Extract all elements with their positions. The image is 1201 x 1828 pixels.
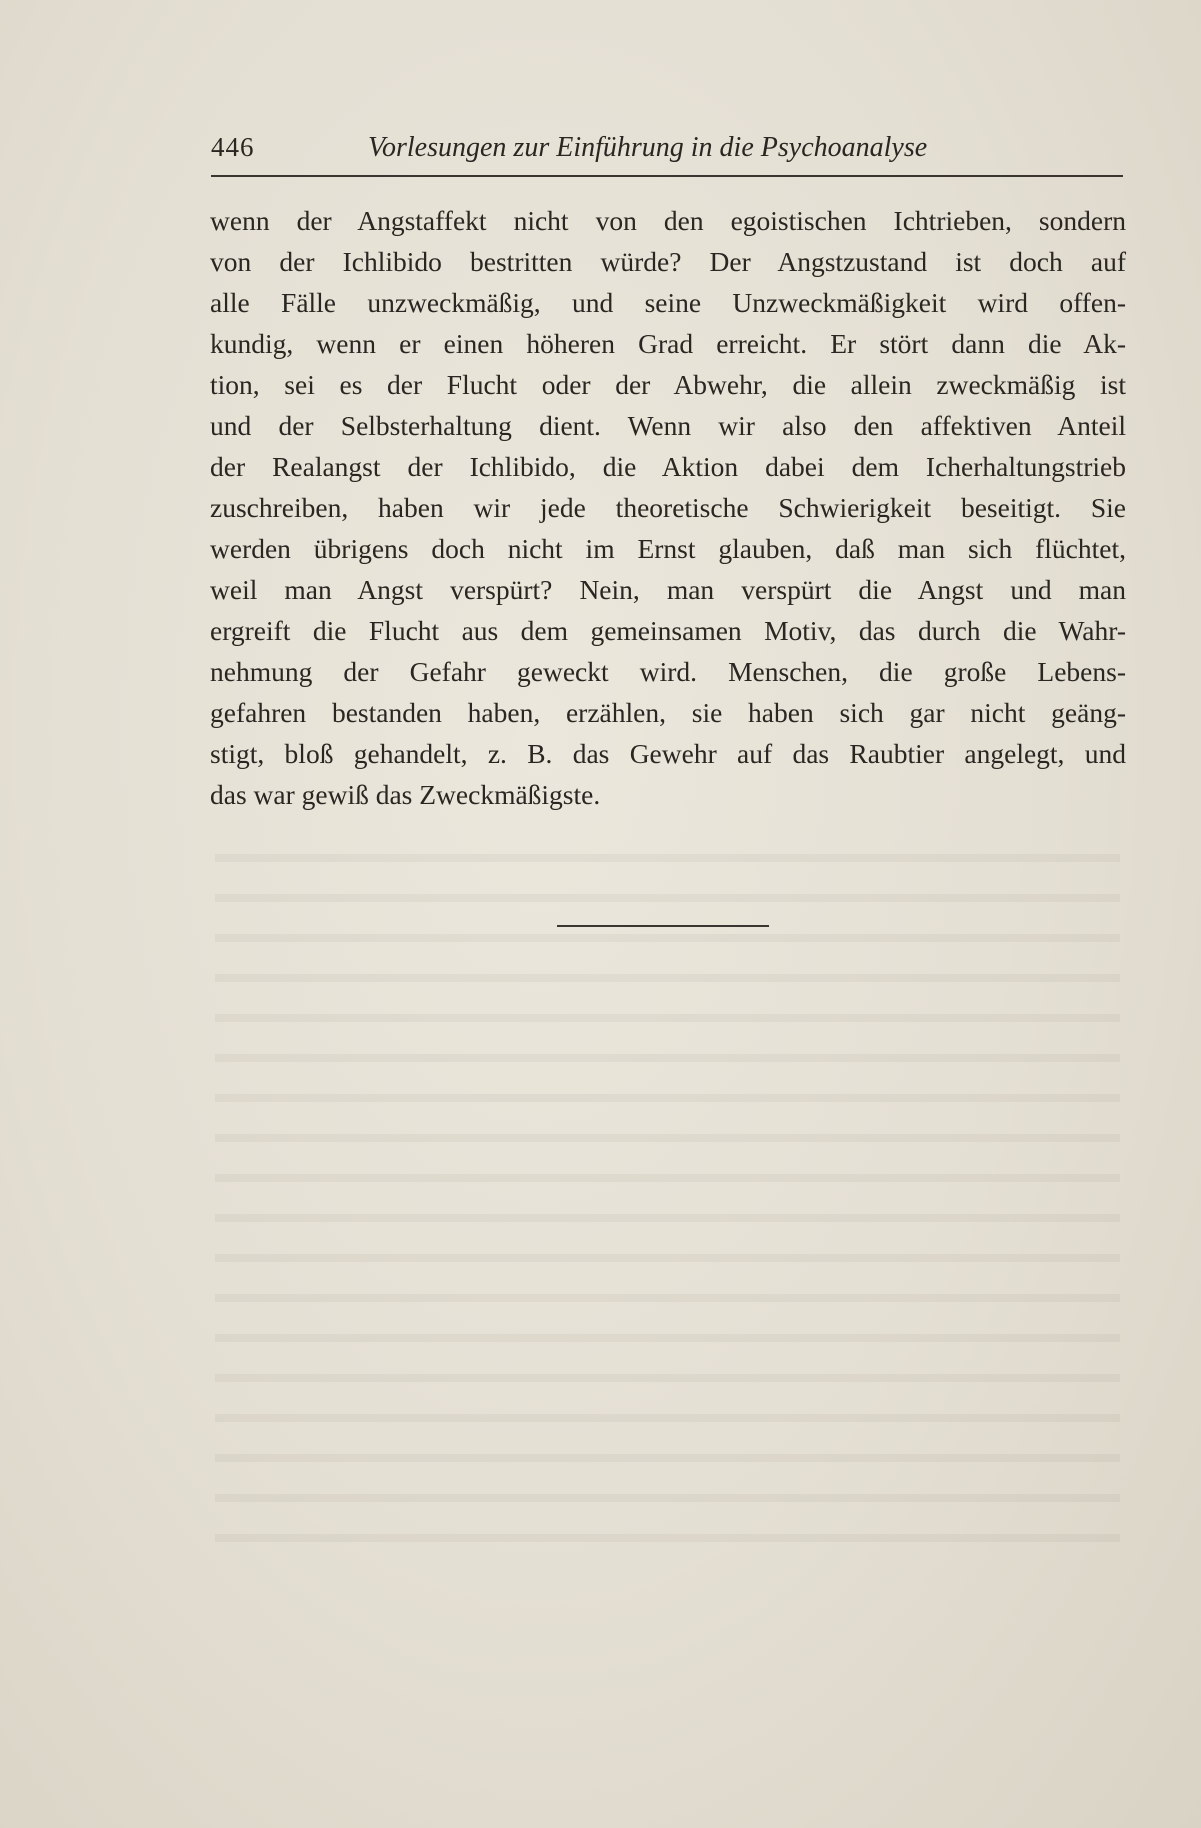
text-line: der Realangst der Ichlibido, die Aktion dabei dem Icherhaltungstrieb (210, 451, 1126, 482)
text-line: weil man Angst verspürt? Nein, man verspürt die Angst und man (210, 574, 1126, 605)
text-line: ergreift die Flucht aus dem gemeinsamen Motiv, das durch die Wahr- (210, 615, 1126, 646)
text-line: wenn der Angstaffekt nicht von den egoistischen Ichtrieben, sondern (210, 205, 1126, 236)
page-header (211, 132, 1123, 172)
show-through-texture (215, 830, 1120, 1570)
text-line: gefahren bestanden haben, erzählen, sie haben sich gar nicht geäng- (210, 697, 1126, 728)
header-rule (211, 175, 1123, 177)
text-line: und der Selbsterhaltung dient. Wenn wir also den affektiven Anteil (210, 410, 1126, 441)
text-line: nehmung der Gefahr geweckt wird. Menschen, die große Lebens- (210, 656, 1126, 687)
text-line: zuschreiben, haben wir jede theoretische Schwierigkeit beseitigt. Sie (210, 492, 1126, 523)
page-number: 446 (211, 132, 255, 162)
text-line: werden übrigens doch nicht im Ernst glauben, daß man sich flüchtet, (210, 533, 1126, 564)
text-line: alle Fälle unzweckmäßig, und seine Unzweckmäßigkeit wird offen- (210, 287, 1126, 318)
running-title: Vorlesungen zur Einführung in die Psychoanalyse (368, 132, 928, 163)
body-paragraph (210, 200, 1126, 815)
text-line: tion, sei es der Flucht oder der Abwehr, die allein zweckmäßig ist (210, 369, 1126, 400)
text-line: stigt, bloß gehandelt, z. B. das Gewehr auf das Raubtier angelegt, und (210, 738, 1126, 769)
text-line-last: das war gewiß das Zweckmäßigste. (210, 779, 601, 810)
text-line: kundig, wenn er einen höheren Grad erreicht. Er stört dann die Ak- (210, 328, 1126, 359)
text-line: von der Ichlibido bestritten würde? Der Angstzustand ist doch auf (210, 246, 1126, 277)
